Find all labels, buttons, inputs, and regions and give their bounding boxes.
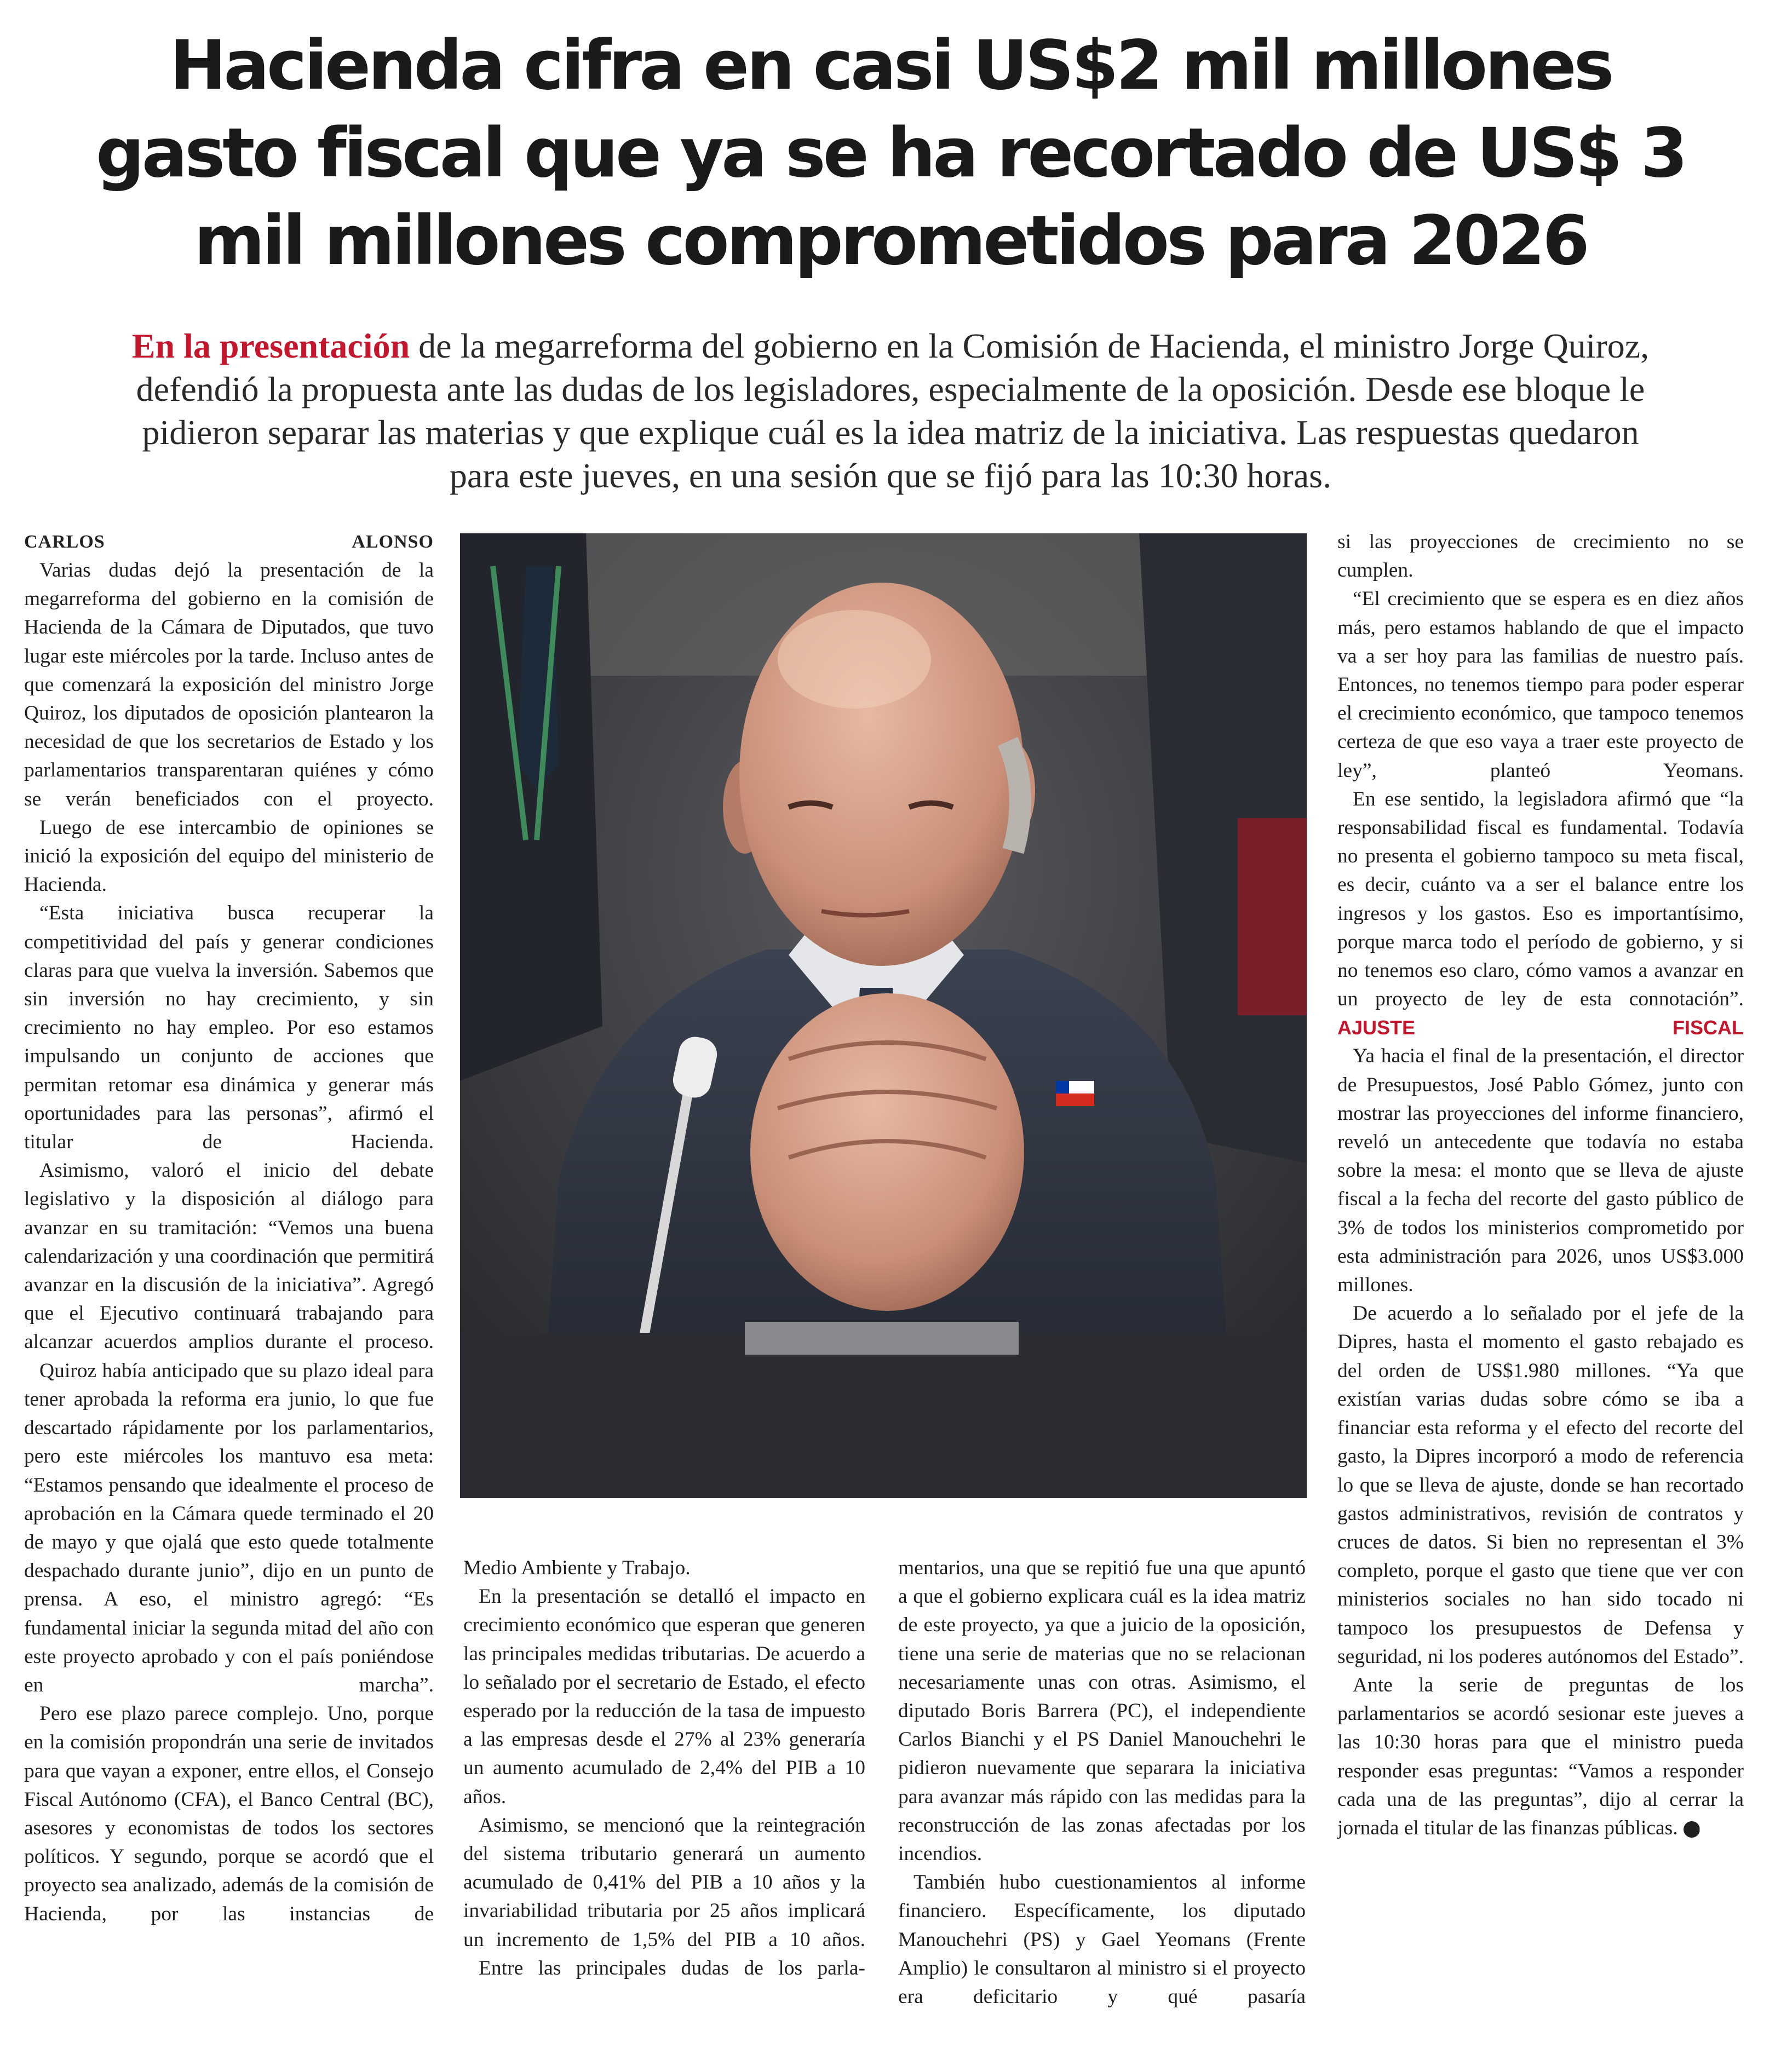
chile-flag-pin: [1056, 1081, 1094, 1106]
paragraph: “El crecimiento que se espera es en diez años más, pero estamos hablando de que el impacto va a ser hoy para las familias de nuestro país. Entonces, no tenemos tiempo para poder esperar el crecimiento económico, que tampoco tenemos certeza de que eso vaya a traer este proyecto de ley”, planteó Yeomans.: [1337, 588, 1744, 782]
bald-highlight: [778, 610, 931, 709]
paragraph: Pero ese plazo parece complejo. Uno, porque en la comisión propondrán una serie de invitados para que vayan a exponer, entre ellos, el Consejo Fiscal Autónomo (CFA), el Banco Central (BC), asesores y economistas de todos los sectores políticos. Y segundo, porque se acordó que el proyecto sea analizado, además de la comisión de Hacienda, por las instancias de: [24, 1702, 434, 1925]
article-column-1: [24, 528, 434, 1929]
lead-line: [33, 324, 1748, 367]
paragraph-final: [1337, 1671, 1744, 1843]
article-column-4: [1337, 528, 1744, 1843]
paragraph: “Esta iniciativa busca recuperar la competitividad del país y generar condiciones claras para que vuelva la inversión. Sabemos que sin inversión no hay crecimiento, y sin crecimiento no hay empleo. Por eso estamos impulsando un conjunto de acciones que permitan retomar esa dinámica y generar más oportunidades para las personas”, afirmó el titular de Hacienda.: [24, 902, 434, 1154]
headline-line: gasto fiscal que ya se ha recortado de US$ 3: [95, 114, 1686, 193]
article-column-3: [898, 1554, 1306, 2011]
headline-line: Hacienda cifra en casi US$2 mil millones: [169, 26, 1612, 105]
desk: [460, 1333, 1307, 1498]
paragraph: También hubo cuestionamientos al informe financiero. Específicamente, los diputado Manouchehri (PS) y Gael Yeomans (Frente Amplio) le consultaron al ministro si el proyecto era deficitario y qué pasaría: [898, 1871, 1306, 2008]
background-red-jacket: [1238, 818, 1307, 1015]
paragraph: En ese sentido, la legisladora afirmó que “la responsabilidad fiscal es fundamental. Todavía no presenta el gobierno tampoco su meta fiscal, es decir, cuánto va a ser el balance entre los ingresos y los gastos. Eso es importantísimo, porque marca todo el período de gobierno, y si no tenemos eso claro, cómo vamos a avanzar en un proyecto de ley de esta connotación”.: [1337, 787, 1744, 1011]
hair-side: [1008, 741, 1020, 851]
headline-line: mil millones comprometidos para 2026: [194, 202, 1587, 280]
headline: [0, 22, 1781, 285]
byline: CARLOS ALONSO: [24, 532, 434, 552]
end-mark-icon: P: [1684, 1821, 1700, 1838]
lead-kicker: En la presentación: [131, 326, 410, 365]
lead-line-text: de la megarreforma del gobierno en la Comisión de Hacienda, el ministro Jorge Quiroz,: [410, 326, 1650, 365]
lead-line: para este jueves, en una sesión que se fijó para las 10:30 horas.: [449, 456, 1332, 495]
section-subhead: AJUSTE FISCAL: [1337, 1016, 1744, 1039]
paragraph: Varias dudas dejó la presentación de la megarreforma del gobierno en la comisión de Hacienda de la Cámara de Diputados, que tuvo lugar este miércoles por la tarde. Incluso antes de que comenzará la exposición del ministro Jorge Quiroz, los diputados de oposición plantearon la necesidad de que los secretarios de Estado y los parlamentarios transparentaran quiénes y cómo se verán beneficiados con el proyecto.: [24, 559, 434, 810]
lead-paragraph: [33, 324, 1748, 497]
paragraph: De acuerdo a lo señalado por el jefe de la Dipres, hasta el momento el gasto rebajado es del orden de US$1.980 millones. “Ya que existían varias dudas sobre cómo se iba a financiar esta reforma y el efecto del recorte del gasto, la Dipres incorporó a modo de referencia lo que se lleva de ajuste, donde se han recortado gastos administrativos, revisión de contratos y cruces de datos. Si bien no representan el 3% completo, porque el gasto que tiene que ver con ministerios sociales no han sido tocado ni tampoco los presupuestos de Defensa y seguridad, ni los poderes autónomos del Estado”.: [1337, 1302, 1744, 1668]
minister-photo: [460, 533, 1307, 1498]
photo-illustration: [460, 533, 1307, 1498]
paragraph: En la presentación se detalló el impacto en crecimiento económico que esperan que generen las principales medidas tributarias. De acuerdo a lo señalado por el secretario de Estado, el efecto esperado por la reducción de la tasa de impuesto a las empresas desde el 27% al 23% generaría un aumento acumulado de 2,4% del PIB a 10 años.: [463, 1585, 865, 1808]
paragraph: si las proyecciones de crecimiento no se cumplen.: [1337, 531, 1744, 582]
paragraph: Quiroz había anticipado que su plazo ideal para tener aprobada la reforma era junio, lo que fue descartado rápidamente por los parlamentarios, pero este miércoles los mantuvo esa meta: “Estamos pensando que idealmente el proceso de aprobación en la Cámara quede terminado el 20 de mayo y que ojalá que esto quede totalmente despachado durante junio”, dijo en un punto de prensa. A eso, el ministro agregó: “Es fundamental iniciar la segunda mitad del año con este proyecto aprobado y con el país poniéndose en marcha”.: [24, 1359, 434, 1696]
paragraph: Medio Ambiente y Trabajo.: [463, 1557, 691, 1579]
paragraph: mentarios, una que se repitió fue una que apuntó a que el gobierno explicara cuál es la idea matriz de este proyecto, ya que a juicio de la oposición, tiene una serie de materias que no se relacionan necesariamente unas con otras. Asimismo, el diputado Boris Barrera (PC), el independiente Carlos Bianchi y el PS Daniel Manouchehri le pidieron nuevamente que separara la iniciativa para avanzar más rápido con las medidas para la reconstrucción de las zonas afectadas por los incendios.: [898, 1557, 1306, 1866]
paragraph: Asimismo, valoró el inicio del debate legislativo y la disposición al diálogo para avanzar en su tramitación: “Vemos una buena calendarización y una coordinación que permitirá avanzar en la discusión de la iniciativa”. Agregó que el Ejecutivo continuará trabajando para alcanzar acuerdos amplios durante el proceso.: [24, 1159, 434, 1354]
paragraph-text: Ante la serie de preguntas de los parlamentarios se acordó sesionar este jueves a las 10:30 horas para que el ministro pueda responder esas preguntas: “Vamos a responder cada una de las preguntas”, dijo al cerrar la jornada el titular de las finanzas públicas.: [1337, 1673, 1744, 1839]
paragraph: Entre las principales dudas de los parla-: [479, 1956, 865, 1979]
lead-line: pidieron separar las materias y que explique cuál es la idea matriz de la iniciativa. Las respuestas quedaron: [142, 413, 1639, 452]
desk-object: [745, 1322, 1019, 1355]
paragraph: Luego de ese intercambio de opiniones se inició la exposición del equipo del ministerio de Hacienda.: [24, 816, 434, 896]
paragraph: Ya hacia el final de la presentación, el director de Presupuestos, José Pablo Gómez, junto con mostrar las proyecciones del informe financiero, reveló un antecedente que todavía no estaba sobre la mesa: el monto que se lleva de ajuste fiscal a la fecha del recorte del gasto público de 3% de todos los ministerios comprometido por esta administración para 2026, unos US$3.000 millones.: [1337, 1045, 1744, 1297]
lead-line: defendió la propuesta ante las dudas de los legisladores, especialmente de la oposición. Desde ese bloque le: [136, 370, 1645, 408]
paragraph: Asimismo, se mencionó que la reintegración del sistema tributario generará un aumento acumulado de 0,41% del PIB a 10 años y la invariabilidad tributaria por 25 años implicará un incremento de 1,5% del PIB a 10 años.: [463, 1814, 865, 1951]
article-column-2: [463, 1554, 865, 1983]
